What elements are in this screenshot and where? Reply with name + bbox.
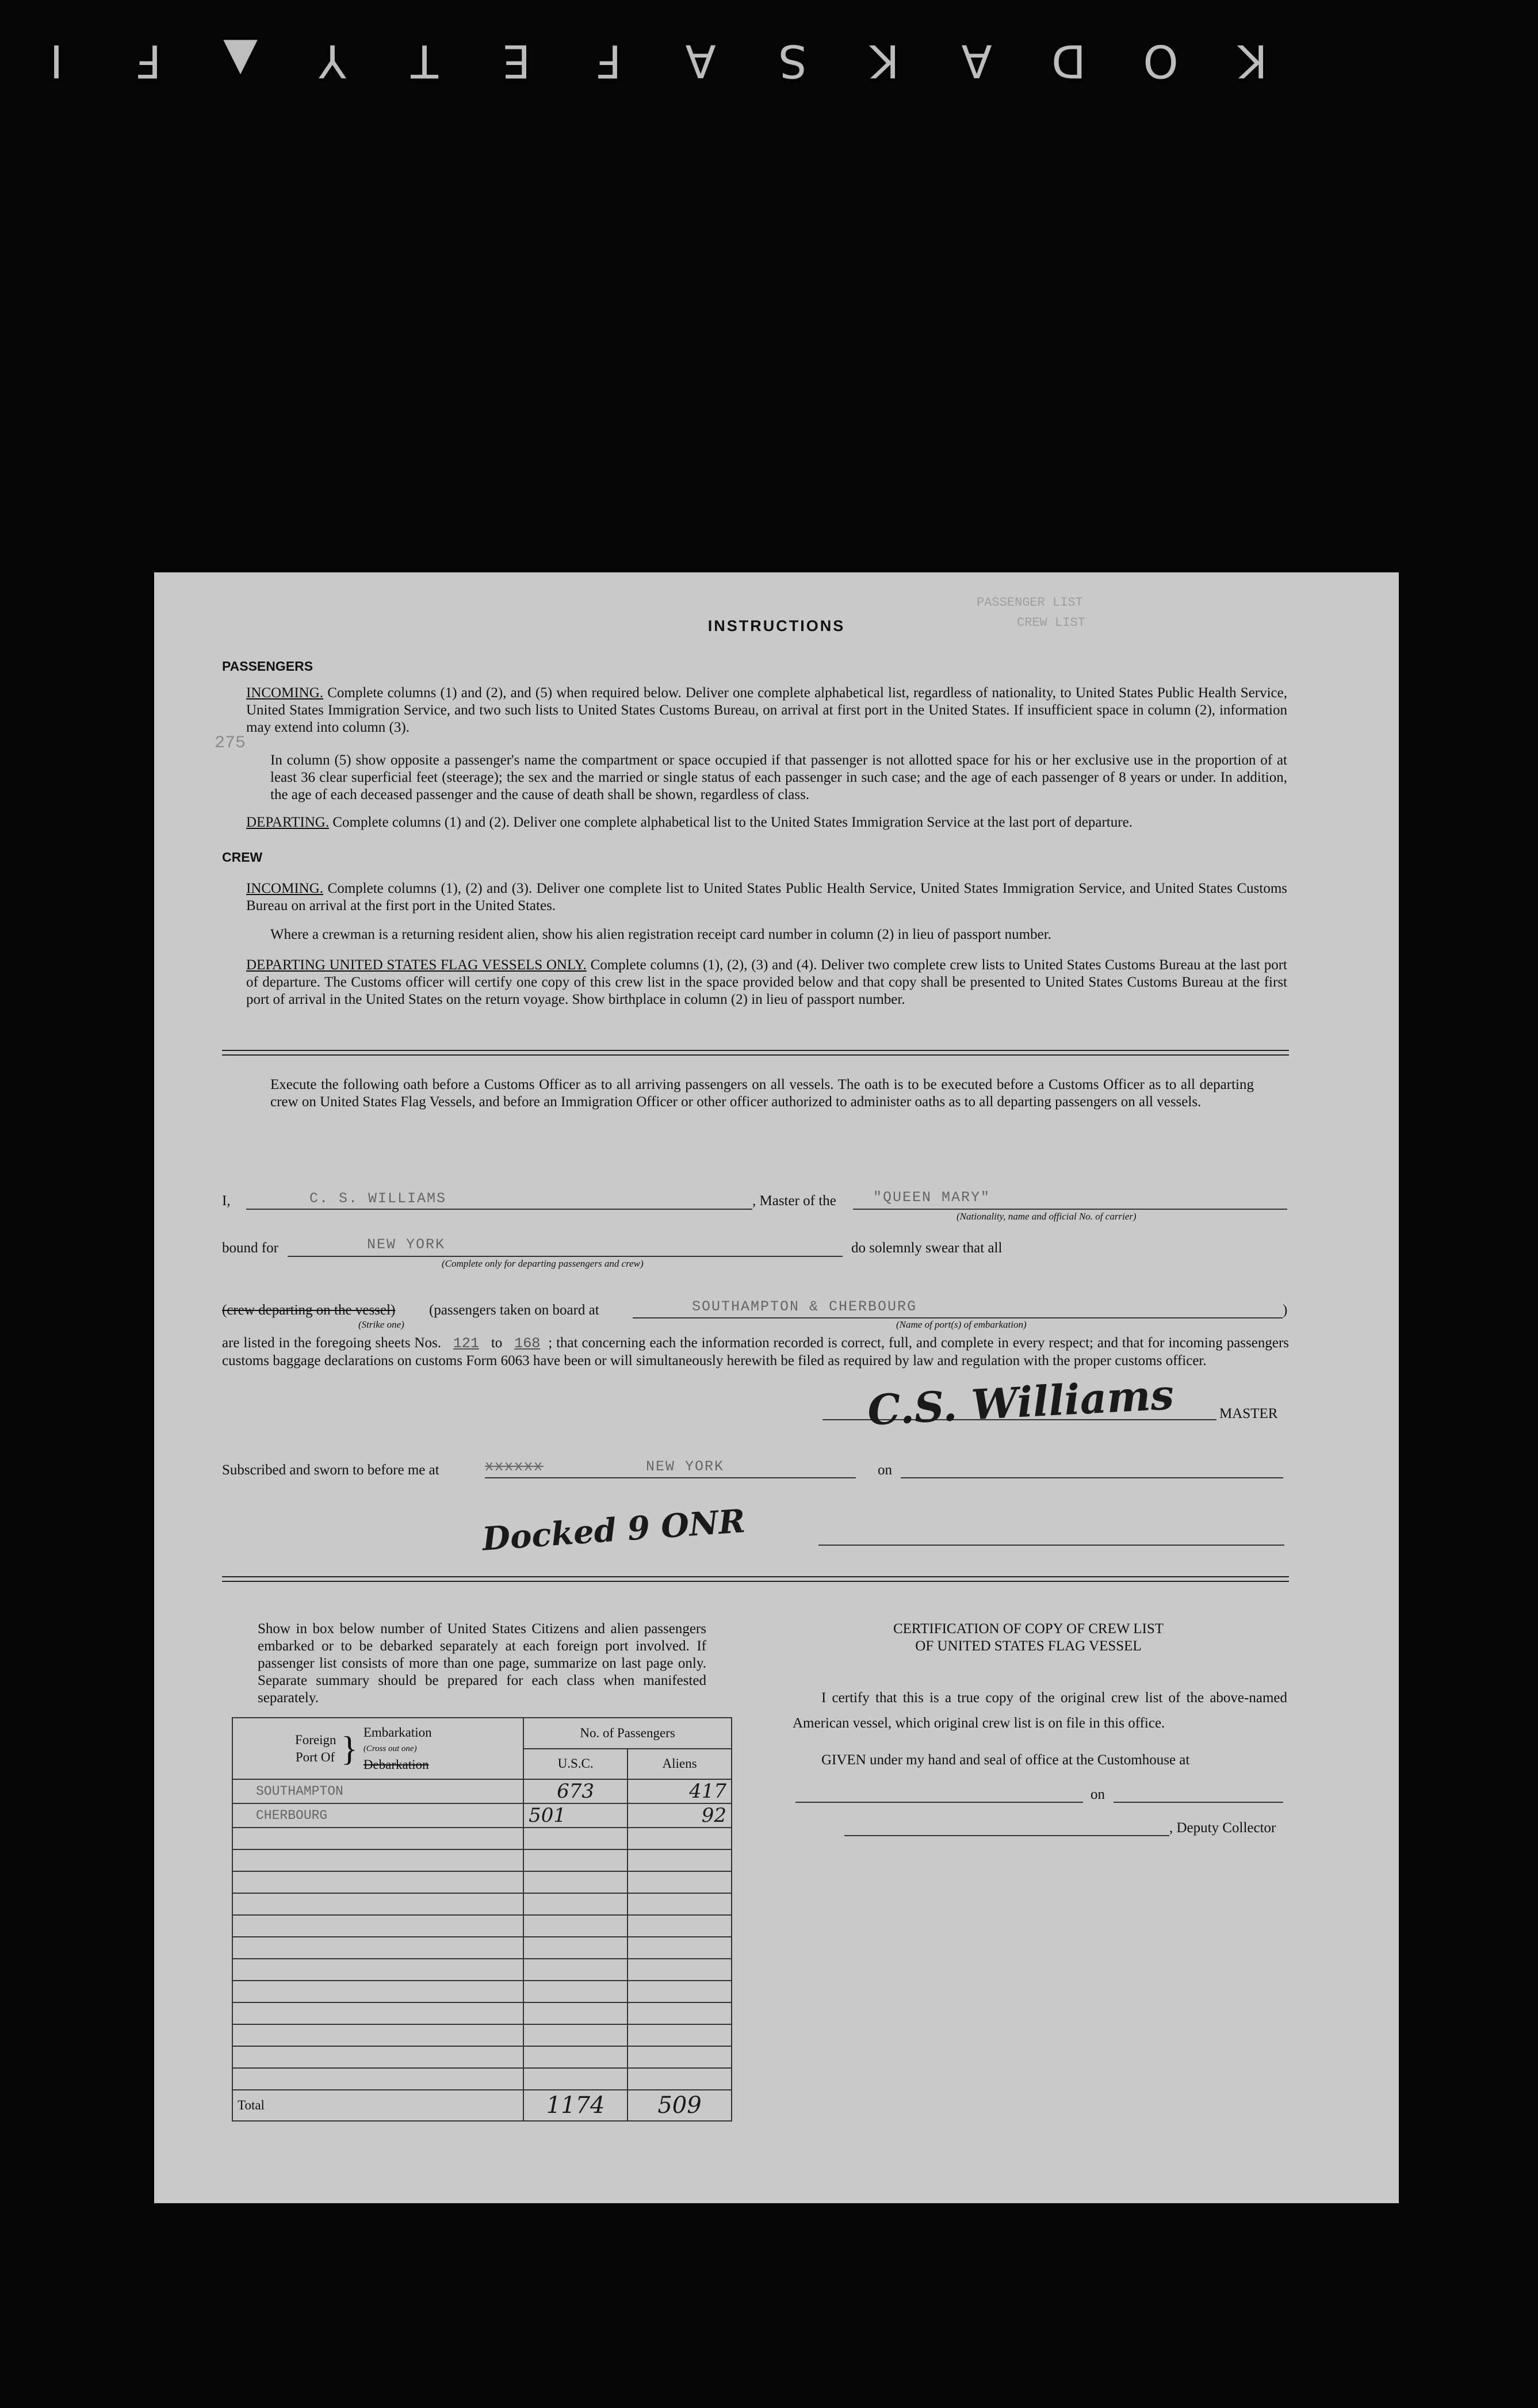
film-edge-letter: I xyxy=(46,35,63,86)
sworn-on-label: on xyxy=(878,1462,892,1478)
section-divider xyxy=(222,1050,1289,1056)
crew-incoming-label: INCOMING. xyxy=(246,881,324,896)
embarkation-summary-table xyxy=(232,1717,732,2122)
film-edge-letter: T xyxy=(407,35,438,86)
bleed-through-mark: CREW LIST xyxy=(1017,616,1085,630)
correct-statement: ; that concerning each the information recorded is correct, full, and complete in every respect; and that for incoming passengers customs baggage declarations on customs Form 6063 have been or will simultaneously herewith be filed as required by law and regulation with the proper customs officer. xyxy=(222,1335,1290,1369)
film-edge-letter: S xyxy=(775,35,807,86)
bound-for-label: bound for xyxy=(222,1240,278,1256)
crew-alien-instruction: Where a crewman is a returning resident alien, show his alien registration receipt card number in column (2) in lieu of passport number. xyxy=(270,927,1051,942)
bound-for-caption: (Complete only for departing passengers and crew) xyxy=(442,1258,644,1269)
table-row xyxy=(232,1893,732,1915)
incoming-label: INCOMING. xyxy=(246,685,324,701)
brace-glyph: } xyxy=(341,1729,358,1768)
vessel-caption: (Nationality, name and official No. of carrier) xyxy=(957,1211,1137,1222)
port-cell: CHERBOURG xyxy=(232,1803,523,1828)
swear-text: do solemnly swear that all xyxy=(851,1240,1003,1256)
column-five-instruction: In column (5) show opposite a passenger's name the compartment or space occupied if that passenger is not allotted space for his or her exclusive use in the proportion of at least 36 clear superficial feet (steerage); the sex and the married or single status of each passenger in such case; and the age of each passenger of 8 years or under. In addition, the age of each deceased passenger and the cause of death shall be shown, regardless of class. xyxy=(270,752,1287,802)
master-of-label: , Master of the xyxy=(752,1193,836,1209)
certification-on-label: on xyxy=(1091,1787,1105,1802)
crew-incoming-text: Complete columns (1), (2) and (3). Deliver one complete list to United States Public Health Service, United States Immigration Service, and United States Customs Bureau on arrival at the first port in the United States. xyxy=(246,881,1288,913)
to-label: to xyxy=(491,1335,503,1351)
sheet-to: 168 xyxy=(514,1335,541,1352)
flag-vessel-label: DEPARTING UNITED STATES FLAG VESSELS ONLY. xyxy=(246,957,587,973)
deputy-signature-line xyxy=(844,1835,1169,1836)
departing-label: DEPARTING. xyxy=(246,815,330,830)
certification-title-line-1: CERTIFICATION OF COPY OF CREW LIST xyxy=(893,1621,1164,1637)
listed-text: are listed in the foregoing sheets Nos. xyxy=(222,1335,441,1351)
film-edge-text xyxy=(35,29,1271,86)
listed-sheets-statement xyxy=(222,1335,1289,1370)
table-row xyxy=(232,1779,732,1803)
master-name: C. S. WILLIAMS xyxy=(309,1190,447,1207)
bound-for-line xyxy=(288,1256,843,1257)
total-row xyxy=(232,2090,732,2121)
passengers-incoming-instruction xyxy=(246,685,1287,736)
bleed-through-mark: PASSENGER LIST xyxy=(977,595,1083,610)
section-divider xyxy=(222,1576,1289,1582)
certification-body: I certify that this is a true copy of the original crew list of the above-named American vessel, which original crew list is on file in this office. xyxy=(793,1690,1287,1731)
port-header-cell xyxy=(232,1718,523,1779)
deputy-collector-label: , Deputy Collector xyxy=(1169,1820,1276,1836)
film-edge-letter: O xyxy=(1139,35,1179,86)
table-row xyxy=(232,1828,732,1849)
master-signature: C.S. Williams xyxy=(866,1370,1175,1435)
table-row xyxy=(232,1915,732,1937)
passenger-list-sheet xyxy=(154,572,1399,2203)
film-edge-letter: D xyxy=(1047,35,1086,86)
oath-i-label: I, xyxy=(222,1193,231,1209)
aliens-header: Aliens xyxy=(628,1749,732,1780)
embarkation-header: Embarkation xyxy=(363,1725,432,1740)
flag-vessel-text: Complete columns (1), (2), (3) and (4). Deliver two complete crew lists to United States Customs Bureau at the last port of departure. The Customs officer will certify one copy of this crew list in the space provided below and that copy shall be presented to United States Customs Bureau at the first port of arrival in the United States on the return voyage. Show birthplace in column (2) in lieu of passport number. xyxy=(246,957,1287,1007)
table-row xyxy=(232,1803,732,1828)
table-row xyxy=(232,2024,732,2046)
foreign-port-header: Foreign Port Of xyxy=(295,1732,336,1764)
crew-departing-text: (crew departing on the vessel) xyxy=(222,1302,396,1318)
subscribed-label: Subscribed and sworn to before me at xyxy=(222,1462,439,1478)
ports-line xyxy=(633,1317,1283,1318)
sheet-from: 121 xyxy=(453,1335,479,1352)
certification-given: GIVEN under my hand and seal of office at the Customhouse at xyxy=(821,1752,1190,1768)
page-number: 275 xyxy=(215,733,246,753)
table-row xyxy=(232,2002,732,2024)
usc-header: U.S.C. xyxy=(523,1749,628,1780)
certification-date-line xyxy=(1114,1802,1283,1803)
passengers-taken-text: (passengers taken on board at xyxy=(429,1302,599,1318)
docked-note: Docked 9 ONR xyxy=(481,1502,747,1558)
summary-instruction: Show in box below number of United States Citizens and alien passengers embarked or to be debarked separately at each foreign port involved. If passenger list consists of more than one page, summarize on last page only. Separate summary should be prepared for each class when manifested separately. xyxy=(258,1621,706,1706)
usc-cell: 501 xyxy=(523,1803,628,1828)
total-usc: 1174 xyxy=(523,2090,628,2121)
aliens-cell: 417 xyxy=(628,1779,732,1803)
flag-vessel-instruction xyxy=(246,957,1287,1008)
film-edge-letter: F xyxy=(132,35,162,86)
film-edge-letter: Y xyxy=(315,35,346,86)
table-row xyxy=(232,2068,732,2090)
embarkation-header-group xyxy=(364,1725,432,1773)
departing-text: Complete columns (1) and (2). Deliver one complete alphabetical list to the United States Immigration Service at the last port of departure. xyxy=(332,815,1133,830)
aliens-cell: 92 xyxy=(628,1803,732,1828)
film-edge-letter: A xyxy=(958,35,992,86)
passengers-heading: PASSENGERS xyxy=(222,659,313,674)
vessel-name: "QUEEN MARY" xyxy=(873,1189,991,1206)
table-row xyxy=(232,1981,732,2002)
table-row xyxy=(232,1849,732,1871)
sworn-place: NEW YORK xyxy=(646,1458,725,1475)
film-edge-letter: ▲ xyxy=(220,35,258,86)
certification-title xyxy=(833,1620,1224,1655)
film-edge-letter: K xyxy=(1234,35,1268,86)
strike-one-caption: (Strike one) xyxy=(358,1319,404,1330)
embarkation-ports: SOUTHAMPTON & CHERBOURG xyxy=(692,1298,917,1315)
customhouse-line xyxy=(795,1802,1083,1803)
film-edge-letter: F xyxy=(592,35,622,86)
sworn-place-struck: xxxxxx xyxy=(485,1458,544,1475)
debarkation-header: Debarkation xyxy=(363,1757,429,1772)
crew-incoming-instruction xyxy=(246,880,1287,915)
total-aliens: 509 xyxy=(628,2090,732,2121)
sworn-place-line xyxy=(485,1477,856,1478)
oath-instruction: Execute the following oath before a Customs Officer as to all arriving passengers on all vessels. The oath is to be executed before a Customs Officer as to all departing crew on United States Flag Vessels, and before an Immigration Officer or other officer authorized to administer oaths as to all departing passengers on all vessels. xyxy=(270,1077,1254,1110)
incoming-text: Complete columns (1) and (2), and (5) when required below. Deliver one complete alphabetical list, regardless of nationality, to United States Public Health Service, United States Immigration Service, and two such lists to United States Customs Bureau, on arrival at first port in the United States. If insufficient space in column (2), information may extend into column (3). xyxy=(246,685,1288,735)
table-row xyxy=(232,1871,732,1893)
total-label: Total xyxy=(232,2090,523,2121)
passengers-count-header: No. of Passengers xyxy=(523,1718,732,1749)
bound-for-value: NEW YORK xyxy=(367,1236,446,1253)
master-name-line xyxy=(246,1209,752,1210)
officer-signature-line xyxy=(818,1545,1284,1546)
film-edge-letter: K xyxy=(866,35,900,86)
table-row xyxy=(232,1937,732,1959)
crew-heading: CREW xyxy=(222,850,263,865)
film-edge-marking xyxy=(0,23,1538,86)
table-row xyxy=(232,2046,732,2068)
cross-out-header: (Cross out one) xyxy=(363,1744,417,1753)
ports-caption: (Name of port(s) of embarkation) xyxy=(896,1319,1027,1330)
film-edge-letter: A xyxy=(682,35,716,86)
usc-cell: 673 xyxy=(523,1779,628,1803)
table-row xyxy=(232,1959,732,1981)
certification-title-line-2: OF UNITED STATES FLAG VESSEL xyxy=(915,1638,1142,1654)
master-label: MASTER xyxy=(1219,1406,1278,1421)
close-paren: ) xyxy=(1283,1302,1288,1318)
passengers-departing-instruction xyxy=(246,814,1287,831)
film-edge-letter: E xyxy=(499,35,531,86)
port-cell: SOUTHAMPTON xyxy=(232,1779,523,1803)
instructions-title: INSTRUCTIONS xyxy=(707,617,845,635)
vessel-line xyxy=(853,1209,1287,1210)
sworn-date-line xyxy=(901,1477,1283,1478)
